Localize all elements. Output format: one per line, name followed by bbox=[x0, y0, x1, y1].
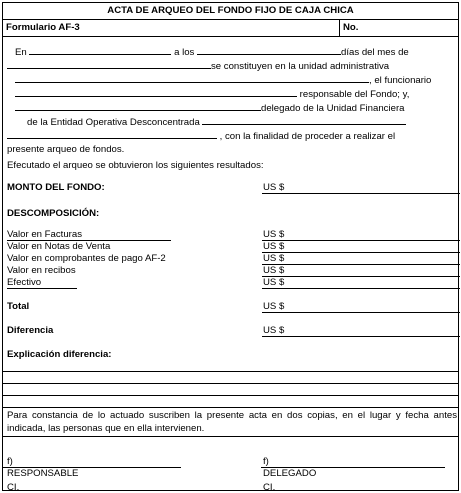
number-label: No. bbox=[343, 22, 359, 33]
item-efectivo-label: Efectivo bbox=[7, 277, 42, 288]
signature-right-ci: CI. bbox=[263, 482, 276, 493]
item-notas-label: Valor en Notas de Venta bbox=[7, 241, 111, 252]
closing-statement: Para constancia de lo actuado suscriben la presente acta en dos copias, en el lugar y fecha antes indicada, las personas que en ella intervienen. bbox=[7, 410, 457, 434]
intro-text: responsable del Fondo; bbox=[299, 89, 400, 100]
divider bbox=[3, 436, 458, 437]
explanation-line[interactable] bbox=[3, 407, 458, 408]
signature-right-f: f) bbox=[263, 456, 269, 467]
place-blank[interactable] bbox=[29, 45, 171, 55]
document-title: ACTA DE ARQUEO DEL FONDO FIJO DE CAJA CHICA bbox=[107, 5, 354, 16]
intro-text: a los bbox=[174, 47, 195, 58]
signature-left-f: f) bbox=[7, 456, 13, 467]
total-currency: US $ bbox=[263, 301, 285, 312]
form-header bbox=[3, 19, 458, 36]
unit-blank[interactable] bbox=[15, 73, 369, 83]
explanation-line[interactable] bbox=[3, 371, 458, 372]
signature-left-ci: CI. bbox=[7, 482, 20, 493]
total-field[interactable] bbox=[262, 312, 460, 313]
day-blank[interactable] bbox=[197, 45, 341, 55]
form-label: Formulario AF-3 bbox=[6, 22, 80, 33]
explanation-line[interactable] bbox=[3, 383, 458, 384]
intro-line-2 bbox=[7, 59, 457, 73]
signature-right-role: DELEGADO bbox=[263, 468, 317, 479]
delegate-name-blank[interactable] bbox=[15, 101, 261, 111]
intro-text: , el funcionario bbox=[369, 75, 432, 86]
item-notas-field[interactable] bbox=[262, 252, 460, 253]
intro-text: delegado de la Unidad Financiera bbox=[261, 103, 405, 114]
diferencia-field[interactable] bbox=[262, 336, 460, 337]
diferencia-currency: US $ bbox=[263, 325, 285, 336]
item-comprobantes-currency: US $ bbox=[263, 253, 285, 264]
item-facturas-field[interactable] bbox=[262, 240, 460, 241]
item-facturas-currency: US $ bbox=[263, 229, 285, 240]
intro-line-3 bbox=[15, 73, 461, 87]
intro-line-5 bbox=[15, 101, 461, 115]
intro-line-8: presente arqueo de fondos. bbox=[7, 144, 125, 155]
item-recibos-currency: US $ bbox=[263, 265, 285, 276]
signature-left-role: RESPONSABLE bbox=[7, 468, 79, 479]
item-efectivo-currency: US $ bbox=[263, 277, 285, 288]
intro-text: se constituyen en la unidad administrativa bbox=[211, 61, 390, 72]
month-year-blank[interactable] bbox=[7, 59, 211, 69]
divider bbox=[3, 36, 458, 37]
intro-line-1 bbox=[15, 45, 461, 59]
intro-text: días del mes de bbox=[341, 47, 409, 58]
acta-sheet bbox=[2, 2, 459, 491]
item-comprobantes-field[interactable] bbox=[262, 264, 460, 265]
explicacion-label: Explicación diferencia: bbox=[7, 349, 112, 360]
explanation-line[interactable] bbox=[3, 395, 458, 396]
monto-currency: US $ bbox=[263, 182, 285, 193]
results-intro: Efecutado el arqueo se obtuvieron los siguientes resultados: bbox=[7, 160, 264, 171]
entity-blank-cont[interactable] bbox=[7, 129, 217, 139]
entity-blank[interactable] bbox=[202, 115, 406, 125]
responsible-name-blank[interactable] bbox=[15, 87, 297, 97]
divider bbox=[7, 288, 77, 289]
intro-text: , con la finalidad de proceder a realizar el bbox=[219, 131, 396, 142]
intro-line-4 bbox=[15, 87, 461, 101]
item-recibos-field[interactable] bbox=[262, 276, 460, 277]
intro-text: En bbox=[15, 47, 27, 58]
item-recibos-label: Valor en recibos bbox=[7, 265, 76, 276]
intro-line-6 bbox=[27, 115, 461, 129]
monto-field[interactable] bbox=[262, 193, 460, 194]
diferencia-label: Diferencia bbox=[7, 325, 54, 336]
item-facturas-label: Valor en Facturas bbox=[7, 229, 83, 240]
item-efectivo-field[interactable] bbox=[262, 288, 460, 289]
item-notas-currency: US $ bbox=[263, 241, 285, 252]
number-field[interactable] bbox=[339, 19, 460, 36]
intro-text: de la Entidad Operativa Desconcentrada bbox=[27, 117, 200, 128]
total-label: Total bbox=[7, 301, 30, 312]
intro-line-7 bbox=[7, 129, 457, 143]
intro-text: y, bbox=[402, 89, 410, 100]
descomposicion-heading: DESCOMPOSICIÓN: bbox=[7, 208, 100, 219]
item-comprobantes-label: Valor en comprobantes de pago AF-2 bbox=[7, 253, 166, 264]
monto-label: MONTO DEL FONDO: bbox=[7, 182, 105, 193]
